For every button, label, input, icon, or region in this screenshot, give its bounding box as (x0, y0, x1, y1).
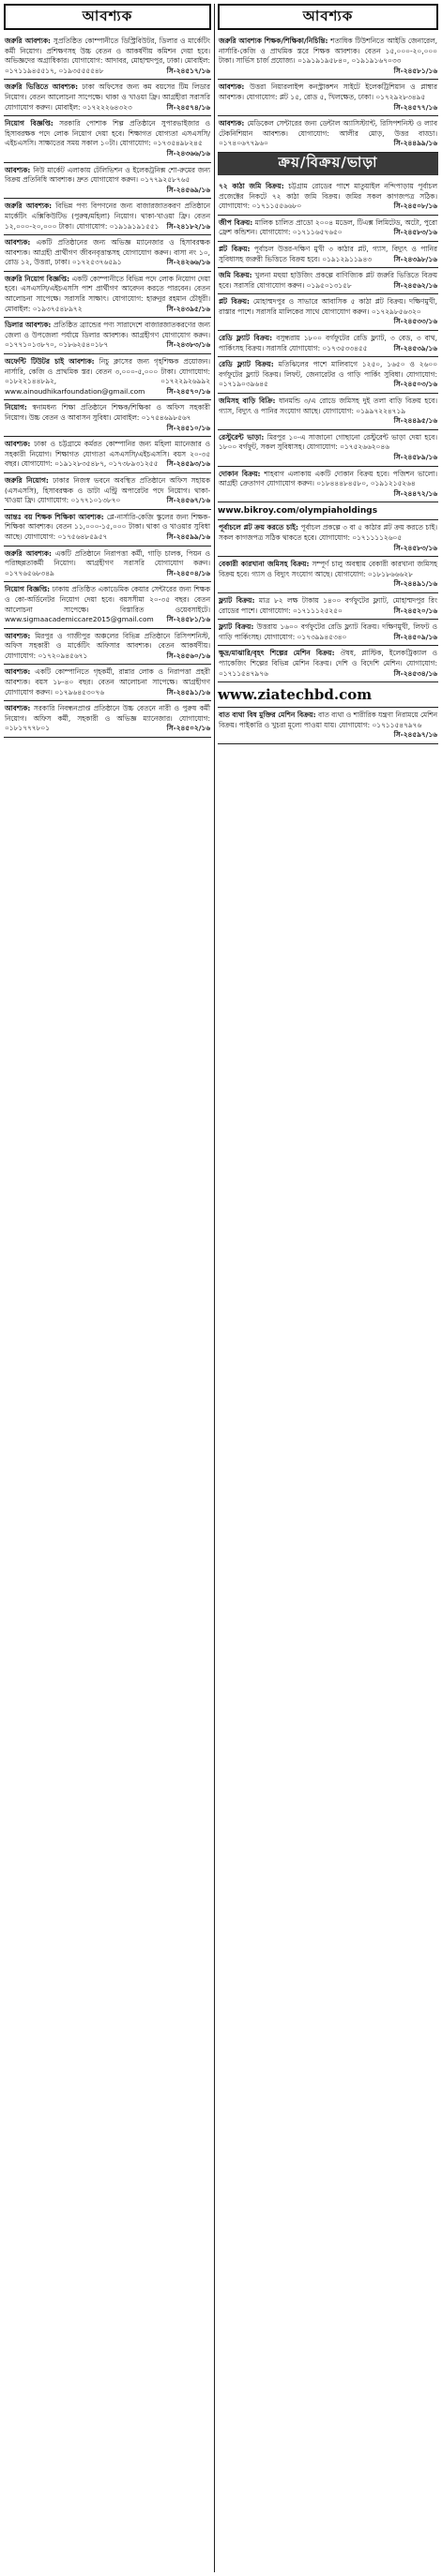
ad-heading: রেডি ফ্ল্যাট বিক্রয়: (219, 360, 274, 369)
ad-heading: আবশ্যক: (5, 440, 31, 449)
ad-reference: সি-২৪৫৮৯/১৬ (393, 453, 437, 461)
ad-body: মোহাম্মদপুর ও সাভারে আবাসিক ৫ কাঠা প্লট বিক্রয়। দক্ষিণমুখী, রাস্তার পাশে। সরাসরি মালিকের সাথে যোগাযোগ করুন। ০১৭২৯৮৫৬৩২০ (219, 297, 437, 316)
ad-reference: সি-২৪৫০৮/১৬ (393, 202, 437, 211)
ad-body: বিভিন্ন পণ্য বিপণনের জন্য বাজারজাতকরণ প্রতিষ্ঠানে মার্কেটিং এক্সিকিউটিভ (পুরুষ/মহিলা) নিয়োগ। থাকা-খাওয়া ফ্রি। বেতন ১২,০০০-২০,০০০ টাকা। যোগাযোগ: ০১৯১৯১৯১৫৫১ (5, 202, 210, 231)
ad-heading: ফ্ল্যাট বিক্রয়: (219, 595, 255, 605)
classified-ad (4, 272, 211, 318)
ad-body: সরকারি নিবন্ধনপ্রাপ্ত প্রতিষ্ঠানে উচ্চ বেতনে নারী ও পুরুষ কর্মী নিয়োগ। অফিস কর্মী, সহকারী ও অভিজ্ঞ ম্যানেজার। যোগাযোগ: ০১৮১৭৭৭৮০১ (5, 704, 211, 733)
sale-ads-list (218, 179, 438, 502)
ad-reference: সি-২৪৫৭৭/১৬ (393, 102, 437, 112)
right-ads-list (218, 34, 438, 153)
ad-heading: নিয়োগ বিজ্ঞপ্তি: (5, 585, 51, 594)
ad-body: বাত ব্যথা ও শারীরিক যন্ত্রণা নিরাময়ে মেশিন বিক্রয়। পাইকারি ও খুচরা মূল্যে পাওয়া যায়। যোগাযোগ: ০১৭১১৫৪৭৯৭৬ (219, 711, 437, 729)
classified-ad (4, 116, 211, 162)
ad-heading: ৭২ কাঠা জমি বিক্রয়: (219, 181, 284, 190)
classified-ad (218, 430, 438, 467)
classified-ad (218, 268, 438, 294)
classified-ad (218, 116, 438, 153)
left-ads-list (4, 34, 211, 738)
ad-heading: পূর্বাচলে প্লট ক্রয় করতে চাই: (219, 523, 298, 532)
classified-ad (4, 547, 211, 583)
ad-body: স্বনামধন্য শিক্ষা প্রতিষ্ঠানে শিক্ষক/শিক্ষিকা ও অফিস সহকারী নিয়োগ। উচ্চ বেতন ও আবাসন সুবিধা। মোবাইল: ০১৭৫৪৬৯৮৫৬৭ (5, 403, 210, 422)
ad-body: পূর্বাচল প্রকল্পে ৩ বা ৫ কাঠার প্লট ক্রয় করতে চাই। সকল কাগজপত্র সঠিক থাকতে হবে। যোগাযোগ: ০১৭১১১১২৬০৫ (219, 523, 437, 542)
ad-reference: সি-২৪৩৯৫/১৬ (166, 304, 210, 313)
classified-ad (4, 582, 211, 628)
ad-heading: আবশ্যক: (219, 82, 245, 92)
classified-ad (4, 163, 211, 200)
ad-body: একটি প্রতিষ্ঠানের জন্য অভিজ্ঞ ম্যানেজার ও হিসাবরক্ষক আবশ্যক। আগ্রহী প্রার্থীগণ জীবনবৃত্তান্তসহ যোগাযোগ করুন। বাসা নং ১০, রোড ১২, উত্তরা, ঢাকা। ০১৭২৫৩৭৬৫৯১ (5, 238, 210, 267)
ad-body: ঢাকায় প্রতিষ্ঠিত একাডেমিক কেয়ার সেন্টারের জন্য শিক্ষক ও কো-অর্ডিনেটর নিয়োগ দেয়া হবে। বয়সসীমা ২০-৩৫ বছর। বেতন আলোচনা সাপেক্ষে। বিস্তারিত ওয়েবসাইটে। (5, 585, 210, 614)
ad-body: একটি কোম্পানিতে গৃহকর্মী, রান্নার লোক ও নিরাপত্তা প্রহরী আবশ্যক। বয়স ১৮-৪০ বছর। বেতন আলোচনা সাপেক্ষে। আগ্রহীগণ যোগাযোগ করুন। ০১৭৯৬৪৫৩০৭৬ (5, 667, 210, 696)
ad-reference: সি-২৪১৮২/১৬ (166, 221, 210, 231)
ad-body: ঢাকা অফিসের জন্য কম বয়সের টিম লিডার নিয়োগ। বেতন আলোচনা সাপেক্ষে। থাকা ও খাওয়া ফ্রি। আগ্রহীরা সরাসরি যোগাযোগ করুন। মোবাইল: ০১৭২২২৬৪৩২৩ (5, 82, 210, 112)
ad-body: উত্তরায় ১৬০০ বর্গফুটের রেডি ফ্ল্যাট বিক্রয়। দক্ষিণমুখী, লিফট ও গাড়ি পার্কিংসহ। যোগাযোগ: ০১৭৩৯৯৪৫৩৪০ (219, 622, 437, 641)
ad-reference: সি-২৪৪৯১/১৬ (393, 579, 437, 589)
classified-ad (218, 34, 438, 80)
classified-ad (4, 34, 211, 80)
ad-email[interactable]: www.sigmaacademiccare2015@gmail.com (5, 615, 154, 624)
ad-reference: সি-২৪৫৬৭/১৬ (166, 496, 210, 505)
ad-reference: সি-২৪৫৯৩/১৬ (166, 459, 210, 469)
ad-reference: সি-২৪৫৯১/১৬ (166, 687, 210, 696)
classified-ad (218, 646, 438, 682)
ad-body: সুপ্রতিষ্ঠিত কোম্পানীতে ডিস্ট্রিবিউটর, ডিলার ও মার্কেটিং কর্মী নিয়োগ। প্রশিক্ষণসহ উচ্চ বেতন ও আকর্ষণীয় কমিশন দেয়া হবে। অভিজ্ঞদের অগ্রাধিকার। যোগাযোগ: আদাবর, মোহাম্মদপুর, ঢাকা। মোবাইল: ০১৭১১৯৪৫৫১৭, ০১৯৩৫৫৫৫৪৮ (5, 37, 210, 75)
classified-ad (218, 620, 438, 646)
ad-reference: সি-২৪৩৮৩/১৬ (166, 340, 210, 350)
classified-ad (4, 473, 211, 510)
ad-email[interactable]: www.ainoudhikarfoundation@gmail.com (5, 386, 145, 396)
classified-ad (4, 400, 211, 437)
ad-body: ঢাকা ও চট্টগ্রামে কর্মরত কোম্পানির জন্য মহিলা ম্যানেজার ও সহকারী নিয়োগ। শিক্ষাগত যোগ্যতা এসএসসি/এইচএসসি। বয়স ২০-৩৫ বছর। যোগাযোগ: ০১৯১২৮৩৫৪৮৭, ০১৭৩৮৯৩১২৫৫ (5, 440, 210, 469)
classified-ad (218, 294, 438, 331)
classified-ad (4, 80, 211, 116)
left-column (4, 4, 211, 738)
ad-heading: অফেন্টি টিউটর চাই আবশ্যক: (5, 357, 95, 367)
web-link[interactable]: www.bikroy.com/olympiaholdings (218, 502, 438, 520)
ad-heading: ডিলার আবশ্যক: (5, 321, 52, 330)
ad-reference: সি-২৪৩৯৮/১৬ (393, 254, 437, 263)
classified-ad (4, 199, 211, 235)
classified-ad (218, 520, 438, 557)
classified-ad (218, 179, 438, 216)
ad-heading: ফ্ল্যাট বিক্রয়: (219, 622, 254, 632)
classified-ad (218, 242, 438, 268)
ad-reference: সি-২৪৫১৭/১৬ (166, 66, 210, 75)
ad-reference: সি-২৪৫১০/১৬ (166, 423, 210, 432)
ad-body: খুলনা মহুয়া হাউজিং প্রকল্পে বাণিজ্যিক প্লট জরুরি ভিত্তিতে বিক্রয় হবে। সরাসরি যোগাযোগ করুন। ০১৯৫০১৩১৫৮ (219, 271, 437, 290)
ad-heading: জরুরি নিয়োগ: (5, 475, 49, 485)
ad-heading: রেস্টুরেন্ট ভাড়া: (219, 432, 265, 442)
ad-reference: সি-২৪৪৭২/১৬ (393, 488, 437, 498)
ad-heading: আবশ্যক: (5, 238, 31, 247)
ad-body: মেডিকেল সেন্টারের জন্য ডেন্টাল অ্যাসিস্ট্যান্ট, রিসিপশনিস্ট ও ল্যাব টেকনিশিয়ান আবশ্যক। যোগাযোগ: আলীর মোড়, উত্তর বাড্ডা। ০১৭৪০৬৭৭৯৬০ (219, 119, 437, 148)
ad-reference: সি-২৪৫৩৩/১৬ (393, 317, 437, 326)
classified-ad (4, 510, 211, 547)
ad-reference: সি-২৪৫৮১/১৬ (393, 66, 437, 75)
ad-reference: সি-২৪৫৯৯/১৬ (166, 532, 210, 541)
classified-ad (218, 216, 438, 242)
ad-body: মালিক চালিত প্রাডো ২০০৪ মডেল, টিএক্স লিমিটেড, অটো, পুরো ফ্রেশ কন্ডিশন। যোগাযোগ: ০১৭১১৬৫৭৬৫০ (219, 217, 437, 237)
ad-heading: জরুরি আবশ্যক: (5, 37, 51, 45)
ad-reference: সি-২৪৩৬৬/১৬ (166, 148, 210, 157)
ad-heading: জরুরি আবশ্যক: (5, 202, 53, 211)
ad-reference: সি-২৪৪৯৫/১৬ (393, 416, 437, 426)
ad-heading: জরুরি আবশ্যক: (5, 548, 52, 558)
ad-body: একটি কোম্পানীতে বিভিন্ন পদে লোক নিয়োগ দেয়া হবে। এসএসসি/এইচএসসি পাশ প্রার্থীগণ আবেদন করতে পারবেন। বেতন আলোচনা সাপেক্ষে। সরাসরি সাক্ষাৎ। যোগাযোগ: হারুনুর রহমান চৌধুরী। মোবাইল: ০১৯৩৭৫৪৮৯৭২ (5, 274, 211, 313)
ad-body: নিউ মার্কেট এলাকায় টেলিভিশন ও ইলেকট্রনিক্স শো-রুমের জন্য বিক্রয় প্রতিনিধি আবশ্যক। দ্রুত যোগাযোগ করুন। ০১৭৭৯২৫৮৭৬৫ (5, 165, 210, 185)
classified-ad (218, 593, 438, 620)
ad-reference: সি-২৪৫৭৪/১৬ (166, 102, 210, 112)
ad-heading: বেকারী কারখানা জমিসহ বিক্রয়: (219, 560, 310, 569)
ad-heading: আবশ্যক: (5, 631, 31, 640)
ad-body: প্রতিষ্ঠিত ব্র্যান্ডের পণ্য সারাদেশে বাজারজাতকরণের জন্য জেলা ও উপজেলা পর্যায়ে ডিলার আবশ্যক। আগ্রহীগণ যোগাযোগ করুন। ০১৭৭১০১৩৮৭০, ০১৮৬২৫৪০১৮৭ (5, 321, 210, 350)
ad-body: শাহবাগ এলাকায় একটি দোকান বিক্রয় হবে। পজিশন ভালো। আগ্রহী ক্রেতাগণ যোগাযোগ করুন। ০১৮৪৪৪৮৪৫৮০, ০১৯১২১৫২৬৪ (219, 469, 437, 488)
ad-reference: সি-২৪৫৮১/১৬ (166, 615, 210, 624)
ad-heading: জমি বিক্রয়: (219, 271, 252, 280)
ad-heading: আন্তঃ বয় শিক্ষক শিক্ষিকা আবশ্যক: (5, 512, 104, 521)
classified-ad (218, 467, 438, 503)
ad-reference: সি-২৪৫২০/১৬ (393, 606, 437, 615)
ad-body: চট্টগ্রাম রোডের পাশে মাতুয়াইল নন্দিপাড়ায় পূর্বাচল প্রজেক্টের নিকটে ৭২ কাঠা জমি বিক্রয়। জমির সকল কাগজপত্র সঠিক। যোগাযোগ: ০১৭১১৫৫৬৬৮০ (219, 181, 437, 211)
ad-heading: আবশ্যক: (219, 119, 245, 128)
final-ads-list (218, 708, 438, 744)
ad-body: শতাধিক টিউশনিতে আইডি জেনারেল, নার্সারি-কেজি ও প্রাথমিক স্তরে শিক্ষক আবশ্যক। বেতন ১৫,০০০-২০,০০০ টাকা। সার্ভিস চার্জ প্রযোজ্য। ০১৯১৯১৯৫৮৪০, ০১৯১৯১৬৭০৩৩ (219, 37, 437, 66)
ad-heading: জরুরি নিয়োগ বিজ্ঞপ্তি: (5, 274, 70, 283)
ad-body: মাত্র ৮২ লক্ষ টাকায় ১৪০০ বর্গফুটের ফ্ল্যাট, মোহাম্মদপুর রিং রোডের পাশে। যোগাযোগ: ০১৭১১১২৫২৫০ (219, 595, 437, 615)
ad-reference: সি-২৪৫৮৩/১৬ (393, 543, 437, 552)
ad-body: ঔষধ, প্লাস্টিক, ইলেকট্রিক্যাল ও প্যাকেজিং শিল্পের বিভিন্ন মেশিন বিক্রয়। দেশি ও বিদেশি মেশিন। যোগাযোগ: ০১৭১১৫৪৭৯৭৬ (219, 649, 437, 678)
ad-body: বসুন্ধরায় ১৮০০ বর্গফুটের রেডি ফ্ল্যাট, ৩ বেড, ৩ বাথ, পার্কিংসহ বিক্রয়। সরাসরি যোগাযোগ: ০১৭৩৫৩৩৪৫৫ (219, 334, 438, 352)
classified-ad (218, 331, 438, 357)
sale-ads-list-2 (218, 520, 438, 682)
ad-heading: জরুরি আবশ্যক শিক্ষক/শিক্ষিকা/নিচিন্তি: (219, 37, 328, 45)
classified-ad (4, 665, 211, 701)
ad-heading: জমিসহ বাড়ি বিক্রি: (219, 397, 276, 406)
ad-heading: আবশ্যক: (5, 667, 31, 677)
classified-ad (218, 394, 438, 430)
ad-reference: সি-২৪৫৩৯/১৬ (393, 343, 437, 352)
ad-heading: নিয়োগ: (5, 403, 27, 412)
ad-body: সরকারি পোশাক শিল্প প্রতিষ্ঠানে সুপারভাইজার ও হিসাবরক্ষক পদে লোক নিয়োগ দেয়া হবে। শিক্ষাগত যোগ্যতা এসএসসি/এইচএসসি। সাক্ষাতের সময় সকাল ১০টা। যোগাযোগ: ০১৭৩৫৪৯৮২৪৫ (5, 119, 210, 148)
ad-body: মিরপুর ১০-এ সাজানো গোছানো রেস্টুরেন্ট ভাড়া দেয়া হবে। ১৮০০ বর্গফুট, সকল সুবিধাসহ। যোগাযোগ: ০১৭৫২৬৬২০৪৬ (219, 432, 437, 452)
ad-heading: জরুরি ভিত্তিতে আবশ্যক: (5, 82, 79, 92)
ad-reference: সি-২৪৫৩৪/১৬ (393, 668, 437, 678)
ad-heading: প্লট বিক্রয়: (219, 244, 251, 253)
ad-reference: সি-২৪৫০৪/১৬ (166, 568, 210, 577)
column-divider (214, 4, 215, 2572)
right-column (218, 4, 438, 744)
section-header-buy-sell-rent: ক্রয়/বিক্রয়/ভাড়া (218, 153, 438, 175)
ad-heading: জীপ বিক্রয়: (219, 217, 253, 227)
ad-reference: সি-২৪৫০২/১৬ (166, 724, 210, 733)
classified-ad (218, 557, 438, 593)
ad-heading: আবশ্যক: (5, 165, 31, 174)
ad-body: উত্তরা নিয়ারলাইন্স কনস্ট্রাকশন সাইটে ইলেকট্রিশিয়ান ও প্লাম্বার আবশ্যক। যোগাযোগ: প্লট ১৫, রোড ৫, খিলক্ষেত, ঢাকা। ০১৭২৯২৮৩৪৯৫ (219, 82, 437, 101)
section-header-wanted-right: আবশ্যক (218, 4, 438, 30)
ad-body: প্লে-নার্সারি-কেজি স্কুলের জন্য শিক্ষক-শিক্ষিকা আবশ্যক। বেতন ১১,০০০-১৫,০০০ টাকা। থাকা ও খাওয়ার সুবিধা আছে। যোগাযোগ: ০১৭৫৬৪৮৫৯৫৭ (5, 512, 210, 541)
ad-heading: ক্ষুদ্র/মাঝারি/বৃহৎ শিল্পের মেশিন বিক্রয়: (219, 649, 335, 658)
ad-reference: সি-২৪৫৬০/১৬ (166, 651, 210, 660)
ad-body: মতিঝিলের পাশে মালিবাগে ১২৫০, ১৬৫০ ও ২৬০০ বর্গফুটের ফ্ল্যাট বিক্রয়। লিফট, জেনারেটর ও গাড়ি পার্কিং সুবিধা। যোগাযোগ: ০১৭১৯০৩৯৬৪৫ (219, 360, 437, 389)
classified-ad (4, 354, 211, 400)
ad-heading: আবশ্যক: (5, 704, 31, 713)
ad-body: পূর্বাচল উত্তর-দক্ষিণ মুখী ৩ কাঠার প্লট, গ্যাস, বিদ্যুৎ ও পানির সুবিধাসহ জরুরী ভিত্তিতে বিক্রয় হবে। ০১৯১২৯১১৯৪৩ (219, 244, 437, 263)
ad-reference: সি-২৪৫৮৩/১৬ (393, 228, 437, 237)
ad-body: সম্পূর্ণ চালু অবস্থায় বেকারী কারখানা জমিসহ বিক্রয় হবে। গ্যাস ও বিদ্যুৎ সংযোগ আছে। যোগাযোগ: ০১৮১৮৬৬৬২৮ (219, 560, 437, 578)
section-header-wanted: আবশ্যক (4, 4, 211, 30)
ad-heading: বাত ব্যথা বিষ মুক্তির মেশিন বিক্রয়: (219, 711, 316, 720)
ad-reference: সি-২৪২৬৬/১৬ (166, 258, 210, 267)
ad-reference: সি-২৪৫৬৯/১৬ (166, 185, 210, 194)
ad-body: নিচু ক্লাসের জন্য গৃহশিক্ষক প্রয়োজন। নার্সারি, কেজি ও প্রাথমিক স্তর। বেতন ৩,০০০-৫,০০০ টাকা। যোগাযোগ: ০১৮২২১৪৪৮৯২, ০১৭২২৯২৬৯৯২ (5, 357, 210, 386)
ad-heading: নিয়োগ বিজ্ঞপ্তি: (5, 119, 53, 128)
ad-heading: প্লট বিক্রয়: (219, 297, 250, 307)
ad-heading: দোকান বিক্রয়: (219, 469, 261, 478)
classified-ad (4, 318, 211, 354)
ad-body: ঢাকার নিজস্ব ভবনে অবস্থিত প্রতিষ্ঠানে অফিস সহায়ক (এসএসসি), হিসাবরক্ষক ও ডাটা এন্ট্রি অপারেটর পদে নিয়োগ। থাকা-খাওয়া ফ্রি। যোগাযোগ: ০১৭৭১০১৩৮৭০ (5, 475, 210, 505)
big-web-link[interactable]: www.ziatechbd.com (218, 682, 438, 708)
ad-body: একটি প্রতিষ্ঠানে নিরাপত্তা কর্মী, গাড়ি চালক, পিয়ন ও পরিচ্ছন্নতাকর্মী নিয়োগ। আগ্রহীগণ সরাসরি যোগাযোগ করুন। ০১৭৭৬৫৬৮৩৪৯ (5, 548, 210, 577)
classified-ad (4, 629, 211, 666)
ad-body: ধানমন্ডি ৩/এ রোডে জমিসহ দুই তলা বাড়ি বিক্রয় হবে। গ্যাস, বিদ্যুৎ ও পানির সংযোগ আছে। যোগাযোগ: ০১৯৯৭২২৪৭১৯ (219, 397, 437, 415)
classified-ad (4, 437, 211, 473)
ad-reference: সি-২৪৫০৩/১৬ (393, 380, 437, 389)
ad-reference: সি-২৪৫৯৭/১৬ (393, 730, 437, 740)
ad-reference: সি-২৪৫৬২/১৬ (393, 280, 437, 290)
classified-ad (218, 708, 438, 744)
ad-body: মিরপুর ও গাজীপুর অঞ্চলের বিভিন্ন প্রতিষ্ঠানে রিসিপশনিস্ট, অফিস সহকারী ও মার্কেটিং অফিসার আবশ্যক। বেতন আকর্ষণীয়। যোগাযোগ: ০১৭২০৯৪৫৬৭১ (5, 631, 210, 660)
classified-ad (218, 357, 438, 394)
classified-ad (4, 701, 211, 738)
ad-reference: সি-২৪৫৭০/১৬ (166, 386, 210, 396)
ad-heading: রেডি ফ্ল্যাট বিক্রয়: (219, 334, 273, 343)
classified-ad (218, 80, 438, 116)
ad-reference: সি-২৪৪৯৯/১৬ (393, 139, 437, 148)
classified-ad (4, 235, 211, 272)
ad-reference: সি-২৪৫০৯/১৬ (393, 632, 437, 641)
